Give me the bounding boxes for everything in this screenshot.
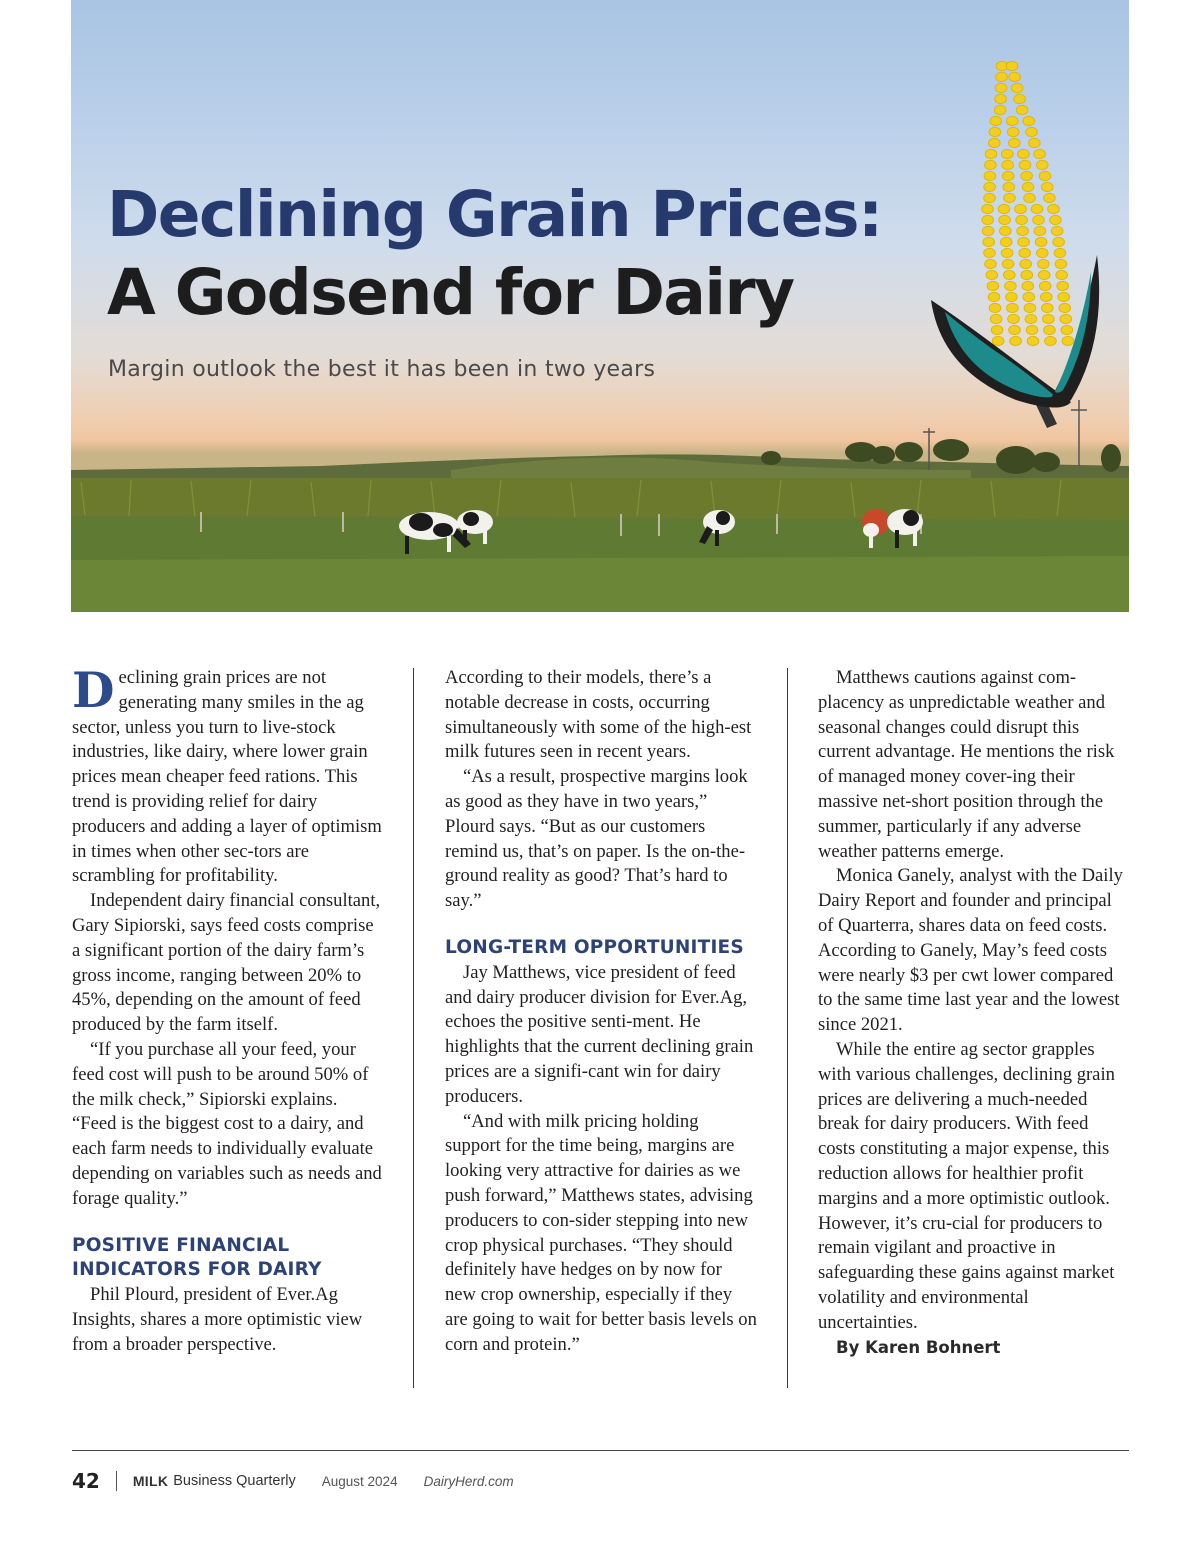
corn-cob-icon (921, 50, 1121, 440)
headline-line-2: A Godsend for Dairy (107, 256, 794, 329)
column-divider (413, 668, 414, 1388)
article-column-1 (72, 661, 384, 1358)
paragraph: “If you purchase all your feed, your feed cost will push to be around 50% of the milk check,” Sipiorski explains. “Feed is the biggest cost to a dairy, and each farm needs to individually evaluate depending on variables such as needs and forage quality.” (72, 1038, 382, 1209)
footer-divider (72, 1450, 1129, 1451)
paragraph: “As a result, prospective margins look as good as they have in two years,” Plourd says. “But as our customers remind us, that’s on paper. Is the on-the-ground reality as good? That’s hard to say.” (445, 766, 748, 912)
section-heading: LONG-TERM OPPORTUNITIES (445, 936, 744, 958)
section-heading: POSITIVE FINANCIAL INDICATORS FOR DAIRY (72, 1234, 322, 1281)
paragraph: Phil Plourd, president of Ever.Ag Insights, shares a more optimistic view from a broader perspective. (72, 1284, 363, 1355)
author-byline: By Karen Bohnert (836, 1337, 1001, 1357)
page-number: 42 (72, 1469, 100, 1493)
drop-cap: D (72, 661, 115, 719)
paragraph: “And with milk pricing holding support for the time being, margins are looking very attractive for dairies as we push forward,” Matthews states, advising producers to con-sider stepping into new crop physical purchases. “They should definitely have hedges on by now for new crop ownership, especially if they are going to wait for better basis levels on corn and protein.” (445, 1110, 757, 1355)
paragraph: According to their models, there’s a notable decrease in costs, occurring simultaneously with some of the high-est milk futures seen in recent years. (445, 667, 752, 763)
website-link[interactable]: DairyHerd.com (423, 1473, 514, 1489)
column-divider (787, 668, 788, 1388)
paragraph: While the entire ag sector grapples with various challenges, declining grain prices are delivering a much-needed break for dairy producers. With feed costs constituting a major expense, this reduction allows for healthier profit margins and a more optimistic outlook. However, it’s cru-cial for producers to remain vigilant and proactive in safeguarding these gains against market volatility and environmental uncertainties. (818, 1038, 1115, 1333)
magazine-subtitle: Business Quarterly (173, 1473, 296, 1489)
issue-date: August 2024 (321, 1473, 398, 1489)
article-column-3 (818, 666, 1130, 1360)
deck-subtitle: Margin outlook the best it has been in two years (108, 357, 656, 382)
paragraph: Matthews cautions against com-placency as unpredictable weather and seasonal changes could disrupt this current advantage. He mentions the risk of managed money cover-ing their massive net-short position through the summer, particularly if any adverse weather patterns emerge. (818, 667, 1115, 862)
page-footer (72, 1466, 514, 1496)
footer-separator (116, 1471, 117, 1491)
article-column-2 (445, 666, 757, 1358)
hero-banner (71, 0, 1129, 612)
paragraph: Monica Ganely, analyst with the Daily Dairy Report and founder and principal of Quarterra, shares data on feed costs. According to Ganely, May’s feed costs were nearly $3 per cwt lower compared to the same time last year and the lowest since 2021. (818, 865, 1123, 1036)
headline-line-1: Declining Grain Prices: (107, 178, 882, 251)
paragraph: Independent dairy financial consultant, Gary Sipiorski, says feed costs comprise a significant portion of the dairy farm’s gross income, ranging between 20% to 45%, depending on the amount of feed produced by the farm itself. (72, 890, 381, 1036)
paragraph: Declining grain prices are not generating many smiles in the ag sector, unless you turn to live-stock industries, like dairy, where lower grain prices mean cheaper feed rations. This trend is providing relief for dairy producers and adding a layer of optimism in times when other sec-tors are scrambling for profitability. (72, 661, 382, 887)
paragraph: Jay Matthews, vice president of feed and dairy producer division for Ever.Ag, echoes the positive senti-ment. He highlights that the current declining grain prices are a signifi-cant win for dairy producers. (445, 961, 754, 1107)
magazine-name: MILK (132, 1473, 169, 1489)
